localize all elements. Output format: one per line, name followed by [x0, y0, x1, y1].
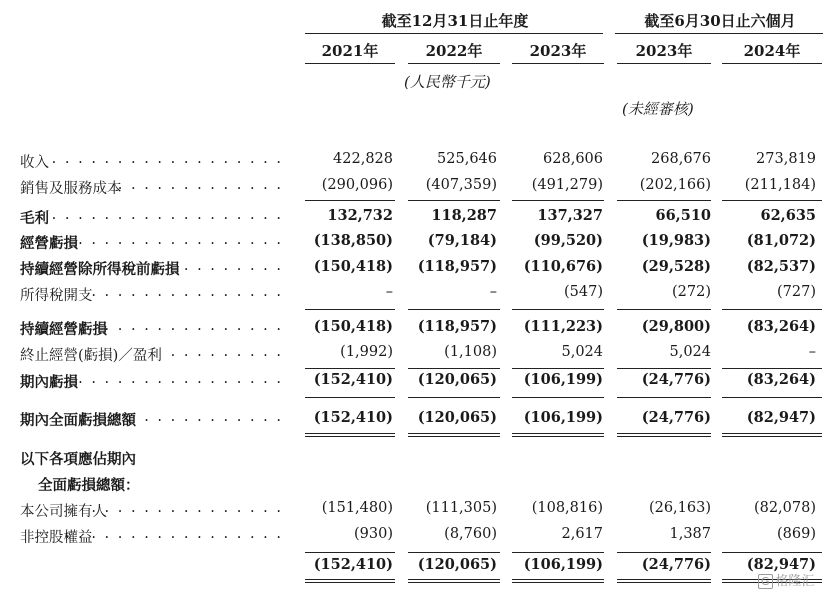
table-row: [0, 207, 831, 229]
subtotal-rule: [408, 368, 500, 369]
subtotal-rule: [408, 309, 500, 310]
unaudited-label: (未經審核): [622, 100, 694, 118]
subtotal-rule: [722, 309, 822, 310]
cell-value: (106,199): [523, 409, 603, 426]
row-label: 全面虧損總額：: [38, 477, 140, 494]
subtotal-rule: [305, 397, 395, 398]
cell-value: (108,816): [531, 500, 603, 516]
table-row: [0, 556, 831, 578]
cell-value: (151,480): [321, 500, 393, 516]
leader-dots: . . . . . . . . . . . . .: [117, 177, 283, 193]
cell-value: 66,510: [655, 207, 711, 224]
cell-value: (547): [564, 284, 603, 300]
watermark-text: 格隆汇: [775, 574, 815, 589]
row-label: 持續經營除所得稅前虧損: [20, 261, 180, 278]
year-2021: 2021年: [321, 42, 379, 60]
total-double-rule: [617, 433, 711, 437]
cell-value: –: [489, 284, 497, 300]
cell-value: 628,606: [543, 151, 603, 167]
table-row: [0, 526, 831, 548]
row-label: 期內全面虧損總額: [20, 412, 136, 429]
cell-value: 62,635: [760, 207, 816, 224]
table-row: [0, 151, 831, 173]
cell-value: –: [808, 344, 816, 360]
subtotal-rule: [408, 552, 500, 553]
cell-value: 268,676: [651, 151, 711, 167]
leader-dots: . . . . . . . . . . . . . . . . .: [64, 371, 283, 387]
subtotal-rule: [617, 368, 711, 369]
header-group-year: 截至12月31日止年度: [381, 12, 529, 30]
year-rule-2023: [512, 63, 604, 64]
row-label: 終止經營(虧損)／盈利: [20, 348, 162, 364]
row-label: 非控股權益: [20, 530, 93, 546]
leader-dots: . . . . . . . . . . . . . . .: [91, 284, 283, 300]
leader-dots: . . . . . . . . . . . . . . . . . .: [51, 151, 283, 167]
cell-value: 1,387: [669, 526, 711, 542]
cell-value: (26,163): [648, 500, 711, 516]
section-heading: [0, 448, 831, 470]
cell-value: (111,223): [523, 318, 603, 335]
cell-value: –: [385, 284, 393, 300]
table-row: [0, 409, 831, 431]
total-double-rule: [305, 579, 395, 583]
leader-dots: . . . . . . . . . . .: [144, 409, 283, 425]
leader-dots: . . . . . . . . . . . . . . . . .: [64, 526, 283, 542]
cell-value: (152,410): [313, 409, 393, 426]
subtotal-rule: [512, 368, 604, 369]
subtotal-rule: [722, 397, 822, 398]
year-2024-h1: 2024年: [743, 42, 801, 60]
subtotal-rule: [617, 309, 711, 310]
row-label: 以下各項應佔期內: [20, 451, 136, 468]
subtotal-rule: [722, 368, 822, 369]
cell-value: (8,760): [444, 526, 497, 542]
header-rule-year: [305, 33, 603, 34]
row-label: 本公司擁有人: [20, 504, 107, 520]
header-group-half: 截至6月30日止六個月: [644, 12, 796, 30]
cell-value: (118,957): [417, 258, 497, 275]
cell-value: (29,800): [641, 318, 711, 335]
cell-value: (491,279): [531, 177, 603, 193]
cell-value: (29,528): [641, 258, 711, 275]
table-row: [0, 344, 831, 366]
subtotal-rule: [305, 368, 395, 369]
cell-value: (211,184): [744, 177, 816, 193]
subtotal-rule: [305, 200, 395, 201]
leader-dots: . . . . . . . . . . . . . . . . . .: [51, 207, 283, 223]
cell-value: (869): [777, 526, 816, 542]
cell-value: (82,537): [746, 258, 816, 275]
cell-value: 525,646: [437, 151, 497, 167]
table-row: [0, 232, 831, 254]
subtotal-rule: [722, 200, 822, 201]
cell-value: (1,108): [444, 344, 497, 360]
table-row: [0, 318, 831, 340]
year-2023: 2023年: [529, 42, 587, 60]
total-double-rule: [617, 579, 711, 583]
subtotal-rule: [512, 309, 604, 310]
cell-value: (83,264): [746, 318, 816, 335]
subtotal-rule: [305, 552, 395, 553]
cell-value: (82,078): [753, 500, 816, 516]
cell-value: 5,024: [669, 344, 711, 360]
leader-dots: . . . . . . . . . . . . . .: [104, 318, 283, 334]
year-rule-2021: [305, 63, 395, 64]
cell-value: (82,947): [746, 556, 816, 573]
row-label: 銷售及服務成本: [20, 181, 122, 197]
row-label: 持續經營虧損: [20, 321, 107, 338]
cell-value: (110,676): [523, 258, 603, 275]
table-row: [0, 284, 831, 306]
cell-value: (111,305): [425, 500, 497, 516]
cell-value: (99,520): [533, 232, 603, 249]
watermark-logo: [758, 570, 824, 590]
unit-label: (人民幣千元): [404, 73, 491, 91]
cell-value: (24,776): [641, 556, 711, 573]
table-row: [0, 177, 831, 199]
cell-value: (150,418): [313, 258, 393, 275]
cell-value: (150,418): [313, 318, 393, 335]
year-rule-2022: [408, 63, 500, 64]
cell-value: (120,065): [417, 371, 497, 388]
row-label: 收入: [20, 155, 49, 171]
year-2023-h1: 2023年: [635, 42, 693, 60]
leader-dots: . . . . . . . . . . . . . . .: [91, 500, 283, 516]
year-rule-2023-h1: [617, 63, 711, 64]
leader-dots: . . . . . . . . . . . . . . . .: [78, 232, 283, 248]
cell-value: (407,359): [425, 177, 497, 193]
leader-dots: . . . . . . . .: [183, 258, 283, 274]
cell-value: (19,983): [641, 232, 711, 249]
year-rule-2024-h1: [722, 63, 822, 64]
cell-value: (1,992): [340, 344, 393, 360]
cell-value: (106,199): [523, 371, 603, 388]
cell-value: (24,776): [641, 371, 711, 388]
cell-value: 132,732: [327, 207, 393, 224]
subtotal-rule: [617, 397, 711, 398]
subtotal-rule: [722, 552, 822, 553]
cell-value: (120,065): [417, 409, 497, 426]
cell-value: 273,819: [756, 151, 816, 167]
row-label: 經營虧損: [20, 235, 78, 252]
subtotal-rule: [617, 200, 711, 201]
cell-value: 5,024: [561, 344, 603, 360]
subtotal-rule: [305, 309, 395, 310]
table-row: [0, 500, 831, 522]
subtotal-rule: [408, 200, 500, 201]
cell-value: (272): [672, 284, 711, 300]
gelonghui-logo-icon: G: [758, 574, 773, 589]
cell-value: (120,065): [417, 556, 497, 573]
year-2022: 2022年: [425, 42, 483, 60]
cell-value: 2,617: [561, 526, 603, 542]
row-label: 毛利: [20, 210, 49, 227]
cell-value: 137,327: [537, 207, 603, 224]
cell-value: (82,947): [746, 409, 816, 426]
subtotal-rule: [408, 397, 500, 398]
cell-value: (83,264): [746, 371, 816, 388]
row-label: 所得稅開支: [20, 288, 93, 304]
cell-value: (106,199): [523, 556, 603, 573]
cell-value: (152,410): [313, 556, 393, 573]
cell-value: 422,828: [333, 151, 393, 167]
cell-value: 118,287: [431, 207, 497, 224]
cell-value: (79,184): [427, 232, 497, 249]
total-double-rule: [512, 433, 604, 437]
subtotal-rule: [617, 552, 711, 553]
row-label: 期內虧損: [20, 374, 78, 391]
total-double-rule: [408, 433, 500, 437]
cell-value: (118,957): [417, 318, 497, 335]
leader-dots: . . . . . . . . .: [170, 344, 283, 360]
cell-value: (727): [777, 284, 816, 300]
table-row: [0, 258, 831, 280]
subtotal-rule: [512, 552, 604, 553]
subtotal-rule: [512, 397, 604, 398]
total-double-rule: [512, 579, 604, 583]
total-double-rule: [408, 579, 500, 583]
cell-value: (202,166): [639, 177, 711, 193]
table-row: [0, 371, 831, 393]
cell-value: (81,072): [746, 232, 816, 249]
total-double-rule: [722, 433, 822, 437]
cell-value: (290,096): [321, 177, 393, 193]
total-double-rule: [305, 433, 395, 437]
subtotal-rule: [512, 200, 604, 201]
cell-value: (138,850): [313, 232, 393, 249]
header-rule-half: [615, 33, 823, 34]
cell-value: (24,776): [641, 409, 711, 426]
cell-value: (152,410): [313, 371, 393, 388]
section-heading: [0, 474, 831, 496]
cell-value: (930): [354, 526, 393, 542]
